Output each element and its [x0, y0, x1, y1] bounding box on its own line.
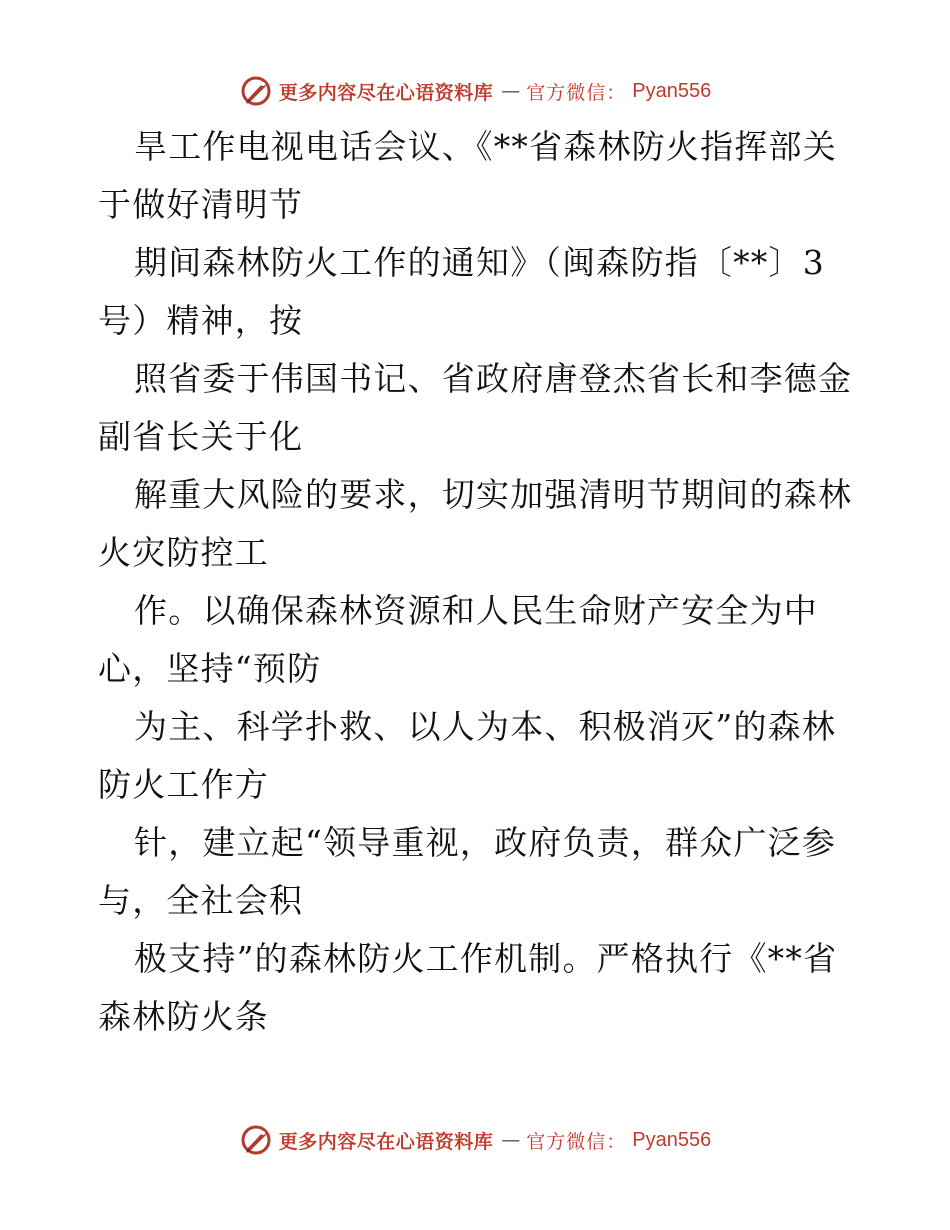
paragraph-line: 号）精神，按: [98, 301, 304, 340]
paragraph-line: 极支持”的森林防火工作机制。严格执行《**省: [134, 939, 838, 978]
paragraph-line: 期间森林防火工作的通知》（闽森防指〔**〕3: [134, 243, 825, 282]
paragraph-line: 针，建立起“领导重视，政府负责，群众广泛参: [134, 823, 837, 862]
banner-wechat-label: 官方微信：: [526, 81, 627, 104]
banner-separator: —: [501, 1129, 521, 1151]
banner-wechat-id: Pyan556: [632, 79, 712, 102]
footer-banner: [0, 1120, 950, 1160]
banner-brand-text: 更多内容尽在心语资料库: [278, 81, 494, 104]
paragraph-line: 解重大风险的要求，切实加强清明节期间的森林: [134, 475, 853, 514]
pen-logo-icon: [239, 1123, 273, 1157]
banner-wechat-label: 官方微信：: [526, 1130, 627, 1153]
banner-wechat-id: Pyan556: [632, 1128, 712, 1151]
document-body: [98, 118, 858, 1046]
paragraph-line: 于做好清明节: [98, 185, 304, 224]
pen-logo-icon: [239, 74, 273, 108]
banner-brand-text: 更多内容尽在心语资料库: [278, 1130, 494, 1153]
paragraph-line: 副省长关于化: [98, 417, 304, 456]
paragraph-line: 火灾防控工: [98, 533, 269, 572]
paragraph-line: 森林防火条: [98, 997, 269, 1036]
paragraph-line: 与，全社会积: [98, 881, 304, 920]
paragraph-line: 为主、科学扑救、以人为本、积极消灭”的森林: [134, 707, 837, 746]
paragraph-line: 照省委于伟国书记、省政府唐登杰省长和李德金: [134, 359, 853, 398]
header-banner: [0, 71, 950, 111]
paragraph-line: 心，坚持“预防: [98, 649, 322, 688]
banner-separator: —: [501, 80, 521, 102]
paragraph-line: 旱工作电视电话会议、《**省森林防火指挥部关: [134, 127, 837, 166]
paragraph-line: 防火工作方: [98, 765, 269, 804]
paragraph-line: 作。以确保森林资源和人民生命财产安全为中: [134, 591, 818, 630]
